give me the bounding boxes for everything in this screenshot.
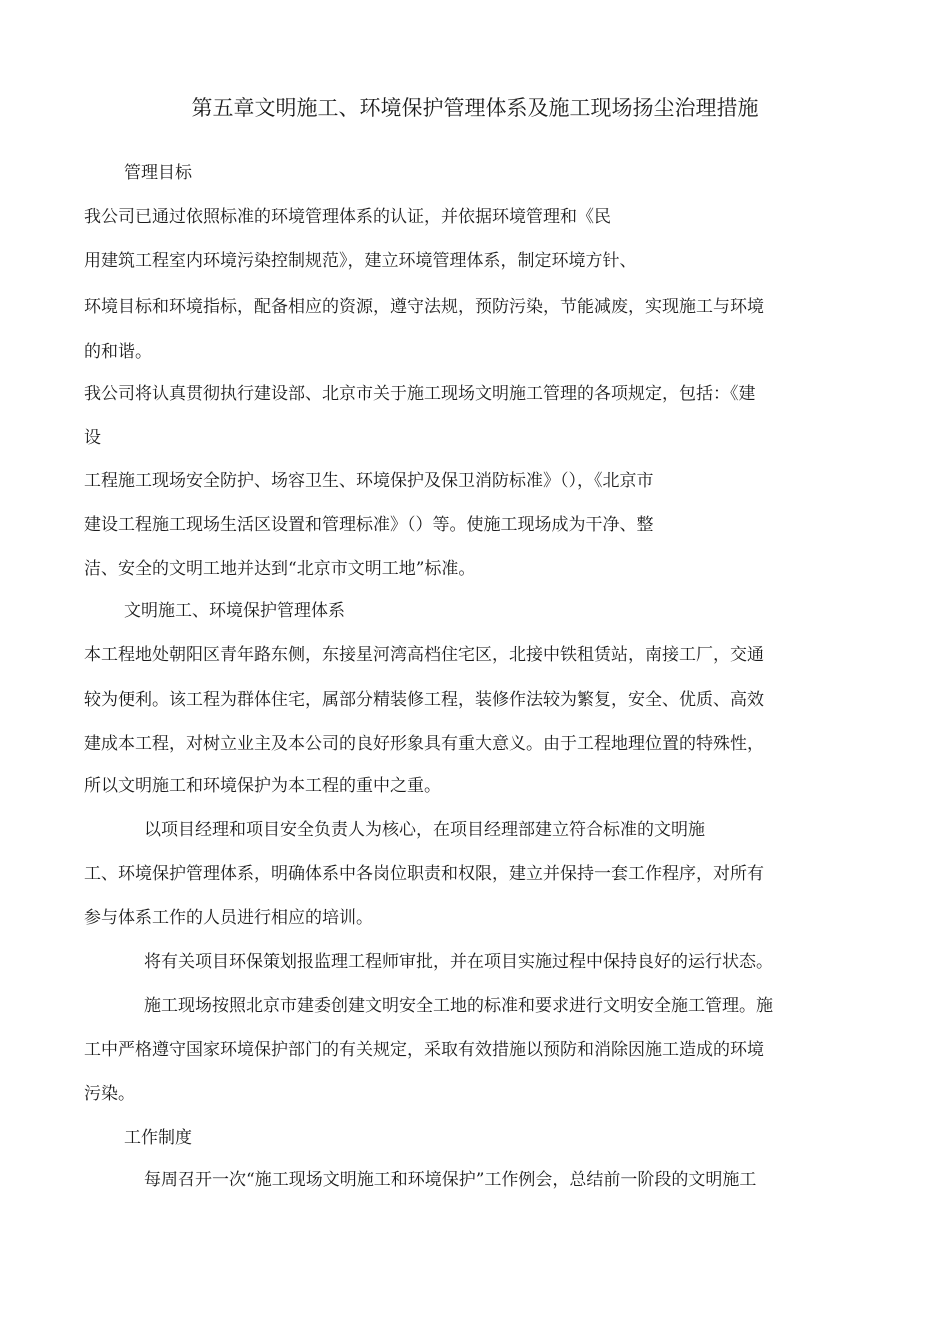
paragraph-line: 的和谐。 <box>84 342 152 362</box>
paragraph-line: 工中严格遵守国家环境保护部门的有关规定，采取有效措施以预防和消除因施工造成的环境 <box>84 1040 764 1060</box>
paragraph-line: 用建筑工程室内环境污染控制规范》，建立环境管理体系，制定环境方针、 <box>84 251 637 271</box>
paragraph-line: 工程施工现场安全防护、场容卫生、环境保护及保卫消防标准》（），《北京市 <box>84 471 654 491</box>
paragraph-line: 洁、安全的文明工地并达到“北京市文明工地”标准。 <box>84 559 476 579</box>
paragraph-line: 工、环境保护管理体系，明确体系中各岗位职责和权限，建立并保持一套工作程序，对所有 <box>84 864 764 884</box>
paragraph-line: 较为便利。该工程为群体住宅，属部分精装修工程，装修作法较为繁复，安全、优质、高效 <box>84 690 764 710</box>
paragraph-line: 建设工程施工现场生活区设置和管理标准》（）等。使施工现场成为干净、整 <box>84 515 654 535</box>
chapter-title: 第五章文明施工、环境保护管理体系及施工现场扬尘治理措施 <box>191 96 759 120</box>
paragraph-line: 将有关项目环保策划报监理工程师审批，并在项目实施过程中保持良好的运行状态。 <box>144 952 773 972</box>
paragraph-line: 所以文明施工和环境保护为本工程的重中之重。 <box>84 776 441 796</box>
paragraph-line: 参与体系工作的人员进行相应的培训。 <box>84 908 373 928</box>
paragraph-line: 污染。 <box>84 1084 135 1104</box>
paragraph-line: 建成本工程，对树立业主及本公司的良好形象具有重大意义。由于工程地理位置的特殊性， <box>84 734 764 754</box>
paragraph-line: 施工现场按照北京市建委创建文明安全工地的标准和要求进行文明安全施工管理。施 <box>144 996 773 1016</box>
paragraph-line: 我公司已通过依照标准的环境管理体系的认证，并依据环境管理和《民 <box>84 207 611 227</box>
paragraph-line: 我公司将认真贯彻执行建设部、北京市关于施工现场文明施工管理的各项规定，包括：《建 <box>84 384 756 404</box>
paragraph-line: 本工程地处朝阳区青年路东侧，东接星河湾高档住宅区，北接中铁租赁站，南接工厂，交通 <box>84 645 764 665</box>
paragraph-line: 每周召开一次“施工现场文明施工和环境保护”工作例会，总结前一阶段的文明施工 <box>144 1170 757 1190</box>
section-heading-work-rules: 工作制度 <box>124 1128 192 1148</box>
section-heading-management-system: 文明施工、环境保护管理体系 <box>124 601 345 621</box>
paragraph-line: 以项目经理和项目安全负责人为核心，在项目经理部建立符合标准的文明施 <box>144 820 705 840</box>
section-heading-management-goal: 管理目标 <box>124 163 192 183</box>
paragraph-line: 设 <box>84 428 101 448</box>
paragraph-line: 环境目标和环境指标，配备相应的资源，遵守法规，预防污染，节能减废，实现施工与环境 <box>84 297 764 317</box>
